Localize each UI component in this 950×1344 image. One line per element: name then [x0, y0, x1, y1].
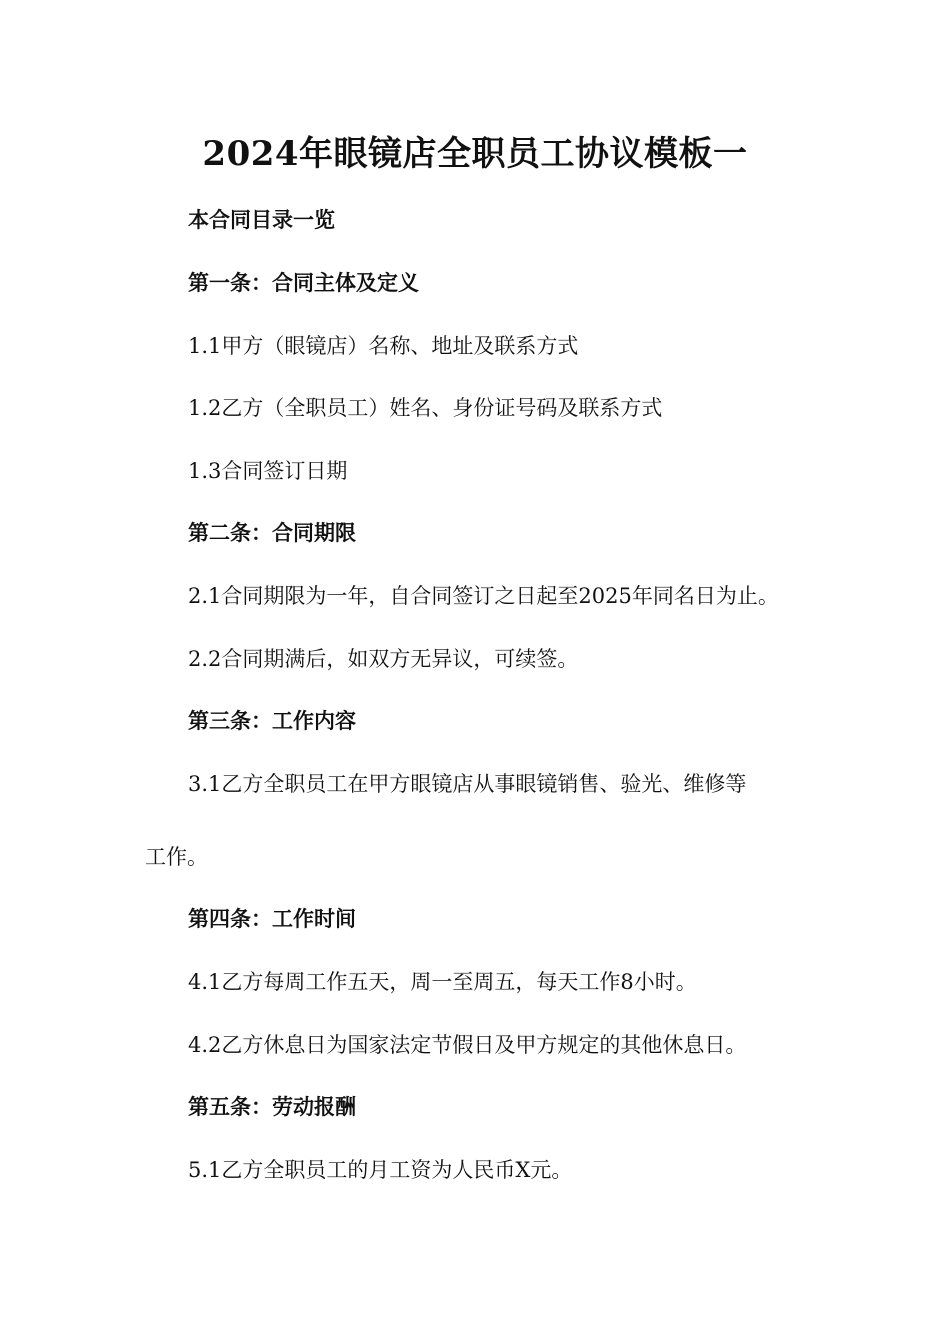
toc-heading: 本合同目录一览: [188, 208, 335, 232]
clause-item: 3.1乙方全职员工在甲方眼镜店从事眼镜销售、验光、维修等: [188, 772, 747, 796]
clause-item: 5.1乙方全职员工的月工资为人民币X元。: [188, 1158, 573, 1182]
section-heading: 第三条：工作内容: [188, 709, 356, 733]
clause-item: 4.1乙方每周工作五天，周一至周五，每天工作8小时。: [188, 970, 697, 994]
clause-item: 4.2乙方休息日为国家法定节假日及甲方规定的其他休息日。: [188, 1033, 747, 1057]
document-title: 2024年眼镜店全职员工协议模板一: [202, 134, 748, 174]
section-heading: 第二条：合同期限: [188, 521, 356, 545]
section-heading: 第四条：工作时间: [188, 907, 356, 931]
clause-item: 2.1合同期限为一年，自合同签订之日起至2025年同名日为止。: [188, 584, 779, 608]
clause-item: 2.2合同期满后，如双方无异议，可续签。: [188, 647, 579, 671]
section-heading: 第五条：劳动报酬: [188, 1095, 356, 1119]
clause-continuation: 工作。: [145, 845, 208, 869]
clause-item: 1.3合同签订日期: [188, 459, 348, 483]
section-heading: 第一条：合同主体及定义: [188, 271, 419, 295]
clause-item: 1.1甲方（眼镜店）名称、地址及联系方式: [188, 334, 579, 358]
clause-item: 1.2乙方（全职员工）姓名、身份证号码及联系方式: [188, 396, 663, 420]
